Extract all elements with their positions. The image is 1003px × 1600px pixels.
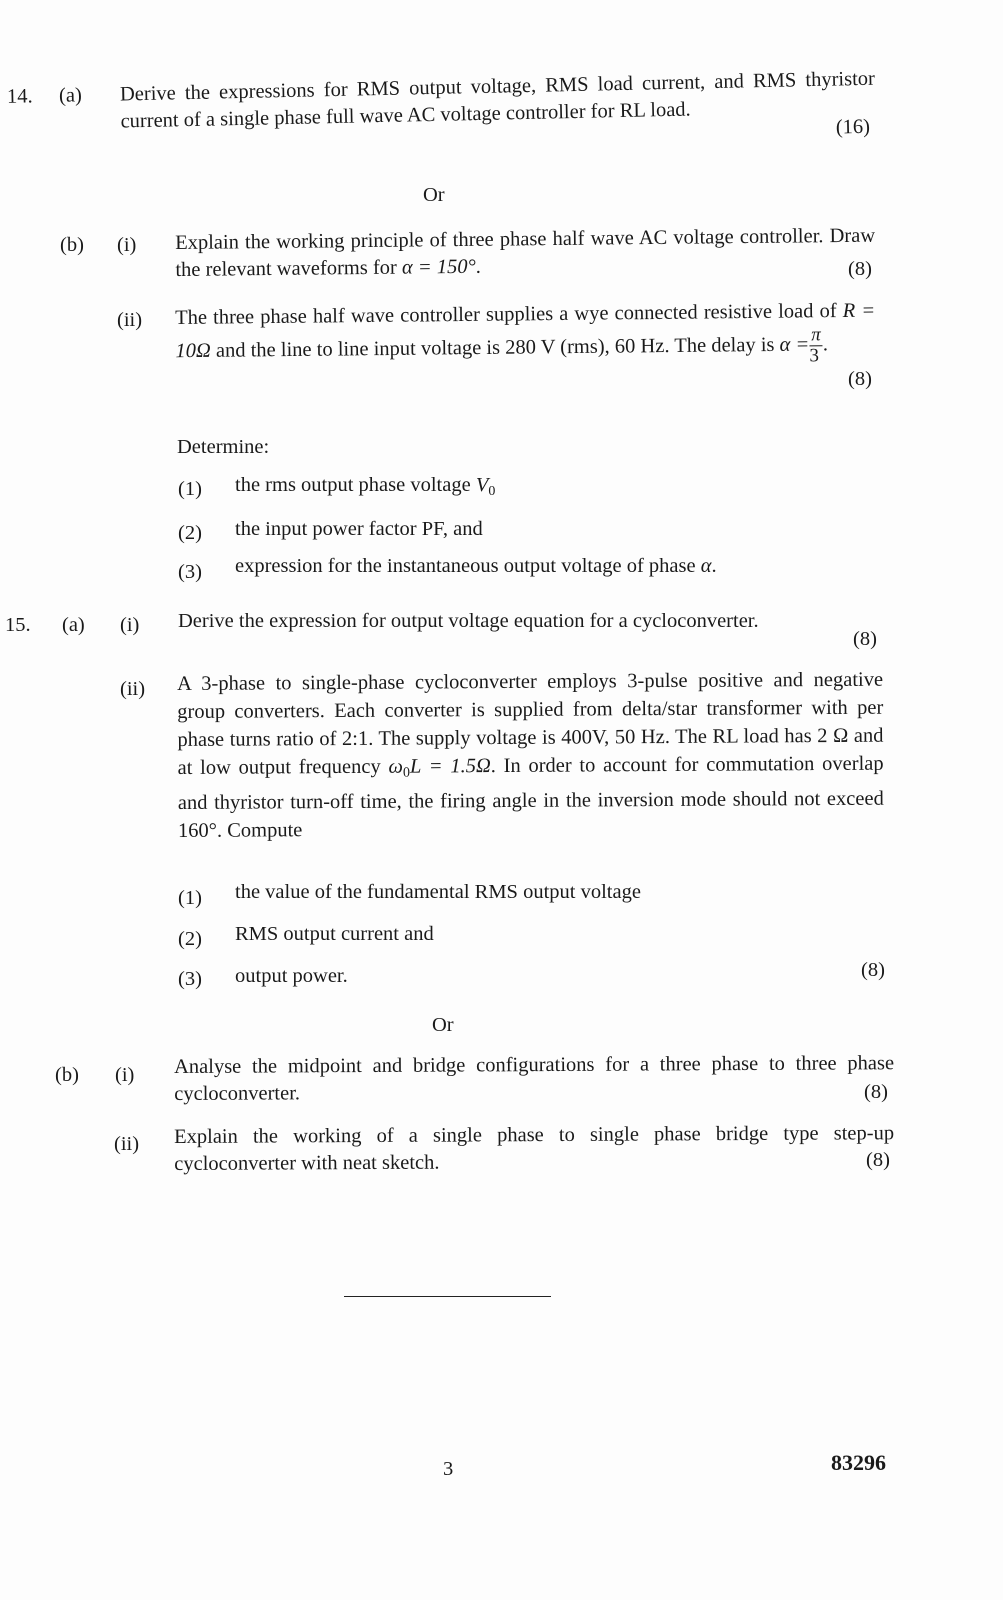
text: . In order to account for commutation overlap and thyristor turn-off time, the firing angle in the inversion mode should not exceed 160°. Compute <box>177 752 884 842</box>
subpart-label: (i) <box>117 234 137 256</box>
subscript: 0 <box>402 765 411 781</box>
numerator: π <box>809 325 823 346</box>
math-alpha: α <box>700 555 712 577</box>
question-15b-i-text: Analyse the midpoint and bridge configurations for a three phase to three phase cycloconverter. <box>174 1052 895 1105</box>
item-text <box>235 474 495 500</box>
subpart-label: (ii) <box>120 678 146 700</box>
math-v: V <box>475 474 489 496</box>
punct: . <box>711 555 717 577</box>
or-separator: Or <box>432 1014 454 1036</box>
text: and the line to line input voltage is 280 V (rms), 60 Hz. The delay is <box>215 333 775 362</box>
item-text: the input power factor PF, and <box>235 518 483 540</box>
item-number: (2) <box>178 522 202 544</box>
part-label: (b) <box>55 1064 79 1086</box>
item-text: the value of the fundamental RMS output voltage <box>235 881 641 903</box>
text: The three phase half wave controller supplies a wye connected resistive load of <box>175 300 837 329</box>
math-omega: ω <box>388 755 404 778</box>
end-divider <box>344 1296 551 1297</box>
marks: (8) <box>848 368 872 390</box>
text: expression for the instantaneous output voltage of phase <box>235 555 696 577</box>
question-number: 15. <box>5 614 31 636</box>
item-text: RMS output current and <box>235 923 434 945</box>
question-number: 14. <box>6 85 33 108</box>
part-label: (a) <box>58 84 83 107</box>
math-alpha: α = <box>779 333 810 356</box>
item-text <box>235 555 717 578</box>
text: Explain the working principle of three phase half wave AC voltage controller. Draw the relevant waveforms for <box>175 224 876 281</box>
text: A 3-phase to single-phase cycloconverter employs 3-pulse positive and negative group converters. Each converter is supplied from delta/star transformer with per phase turns ratio of 2:1. The supply voltage is 400V, 50 Hz. The RL load has 2 Ω and at low output frequency <box>177 668 884 779</box>
part-label: (a) <box>62 614 85 636</box>
subpart-label: (i) <box>120 614 140 636</box>
determine-label: Determine: <box>177 436 270 458</box>
paper-code: 83296 <box>831 1450 886 1475</box>
subpart-label: (i) <box>115 1064 135 1086</box>
marks: (8) <box>853 628 877 650</box>
item-number: (2) <box>178 928 202 950</box>
marks: (8) <box>848 258 872 280</box>
math-inductance: L = 1.5Ω <box>409 755 491 778</box>
item-number: (3) <box>178 968 202 990</box>
math-alpha: α = 150° <box>401 255 476 279</box>
fraction <box>809 325 823 366</box>
item-number: (3) <box>178 561 202 583</box>
or-separator: Or <box>423 184 445 206</box>
denominator: 3 <box>809 345 820 367</box>
question-15b-ii-text: Explain the working of a single phase to single phase bridge type step-up cycloconverter with neat sketch. <box>174 1122 895 1175</box>
subpart-label: (ii) <box>117 309 143 331</box>
text: the rms output phase voltage <box>235 474 471 496</box>
subpart-label: (ii) <box>114 1133 140 1155</box>
item-text: output power. <box>235 965 348 987</box>
question-14b-i-text <box>175 223 876 284</box>
question-15a-ii-text <box>177 666 884 845</box>
marks: (8) <box>864 1081 888 1103</box>
marks: (8) <box>861 959 885 981</box>
item-number: (1) <box>178 478 202 500</box>
marks: (16) <box>835 115 871 139</box>
question-14b-ii-text <box>175 297 876 373</box>
punct: . <box>475 255 481 278</box>
question-14a-text: Derive the expressions for RMS output voltage, RMS load current, and RMS thyristor current of a single phase full wave AC voltage controller for RL load. <box>119 67 876 133</box>
math-resistance: R = 10Ω <box>175 299 876 363</box>
punct: . <box>822 333 829 356</box>
marks: (8) <box>866 1149 890 1171</box>
page-number: 3 <box>443 1458 454 1480</box>
subscript: 0 <box>488 484 496 499</box>
item-number: (1) <box>178 887 202 909</box>
question-15a-i-text: Derive the expression for output voltage equation for a cycloconverter. <box>178 610 759 632</box>
part-label: (b) <box>60 234 84 256</box>
